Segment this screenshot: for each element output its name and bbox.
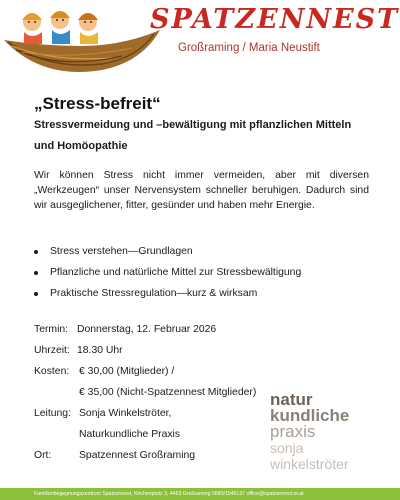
event-info (34, 322, 284, 469)
event-subtitle: Stressvermeidung und –bewältigung mit pflanzlichen Mitteln und Homöopathie (34, 119, 352, 152)
footer-contact: Familienbegegnungszentrum Spatzennest, Kirchenplatz 3, 4463 Großraming 0680/1546137 office@spatzennest.or.at (0, 488, 400, 500)
uhrzeit-value: 18.30 Uhr (77, 345, 123, 356)
info-row-ort (34, 448, 284, 469)
kosten-label: Kosten: (34, 366, 70, 377)
bullet-icon (34, 271, 38, 275)
bullet-icon (34, 250, 38, 254)
info-row-kosten (34, 364, 284, 385)
info-row-uhrzeit (34, 343, 284, 364)
ort-label: Ort: (34, 450, 52, 461)
info-row-kosten-2 (34, 385, 284, 406)
praxis-logo (270, 392, 380, 472)
info-row-leitung (34, 406, 284, 427)
ort-value: Spatzennest Großraming (79, 450, 196, 461)
leitung-value-praxis: Naturkundliche Praxis (79, 429, 181, 440)
praxis-logo-line: winkelströter (270, 456, 349, 472)
info-row-leitung-2 (34, 427, 284, 448)
brand-subtitle: Großraming / Maria Neustift (178, 42, 320, 54)
bullet-icon (34, 292, 38, 296)
header (0, 0, 400, 88)
praxis-logo-line: kundliche (270, 406, 350, 425)
termin-label: Termin: (34, 324, 69, 335)
intro-paragraph: Wir können Stress nicht immer vermeiden, aber mit diversen „Werkzeugen“ unser Nervensystem schneller beruhigen. Dadurch sind wir ausgeglichener, fitter, gesünder und haben mehr Energie. (34, 170, 369, 211)
leitung-label: Leitung: (34, 408, 71, 419)
praxis-logo-line: praxis (270, 422, 316, 441)
praxis-logo-line: natur (270, 390, 313, 409)
leitung-value-name: Sonja Winkelströter, (79, 408, 172, 419)
topic-list (34, 244, 374, 307)
kosten-value-members: € 30,00 (Mitglieder) / (79, 366, 175, 377)
kosten-value-nonmembers: € 35,00 (Nicht-Spatzennest Mitglieder) (79, 387, 257, 398)
nest-logo (2, 0, 162, 78)
list-item: Praktische Stressregulation—kurz & wirksam (34, 286, 374, 307)
info-row-termin (34, 322, 284, 343)
event-title: „Stress-befreit“ (34, 94, 161, 113)
praxis-logo-line: sonja (270, 440, 304, 456)
list-item: Pflanzliche und natürliche Mittel zur Stressbewältigung (34, 265, 374, 286)
list-item: Stress verstehen—Grundlagen (34, 244, 374, 265)
termin-value: Donnerstag, 12. Februar 2026 (77, 324, 217, 335)
uhrzeit-label: Uhrzeit: (34, 345, 70, 356)
brand-name: SPATZENNEST (150, 4, 400, 35)
